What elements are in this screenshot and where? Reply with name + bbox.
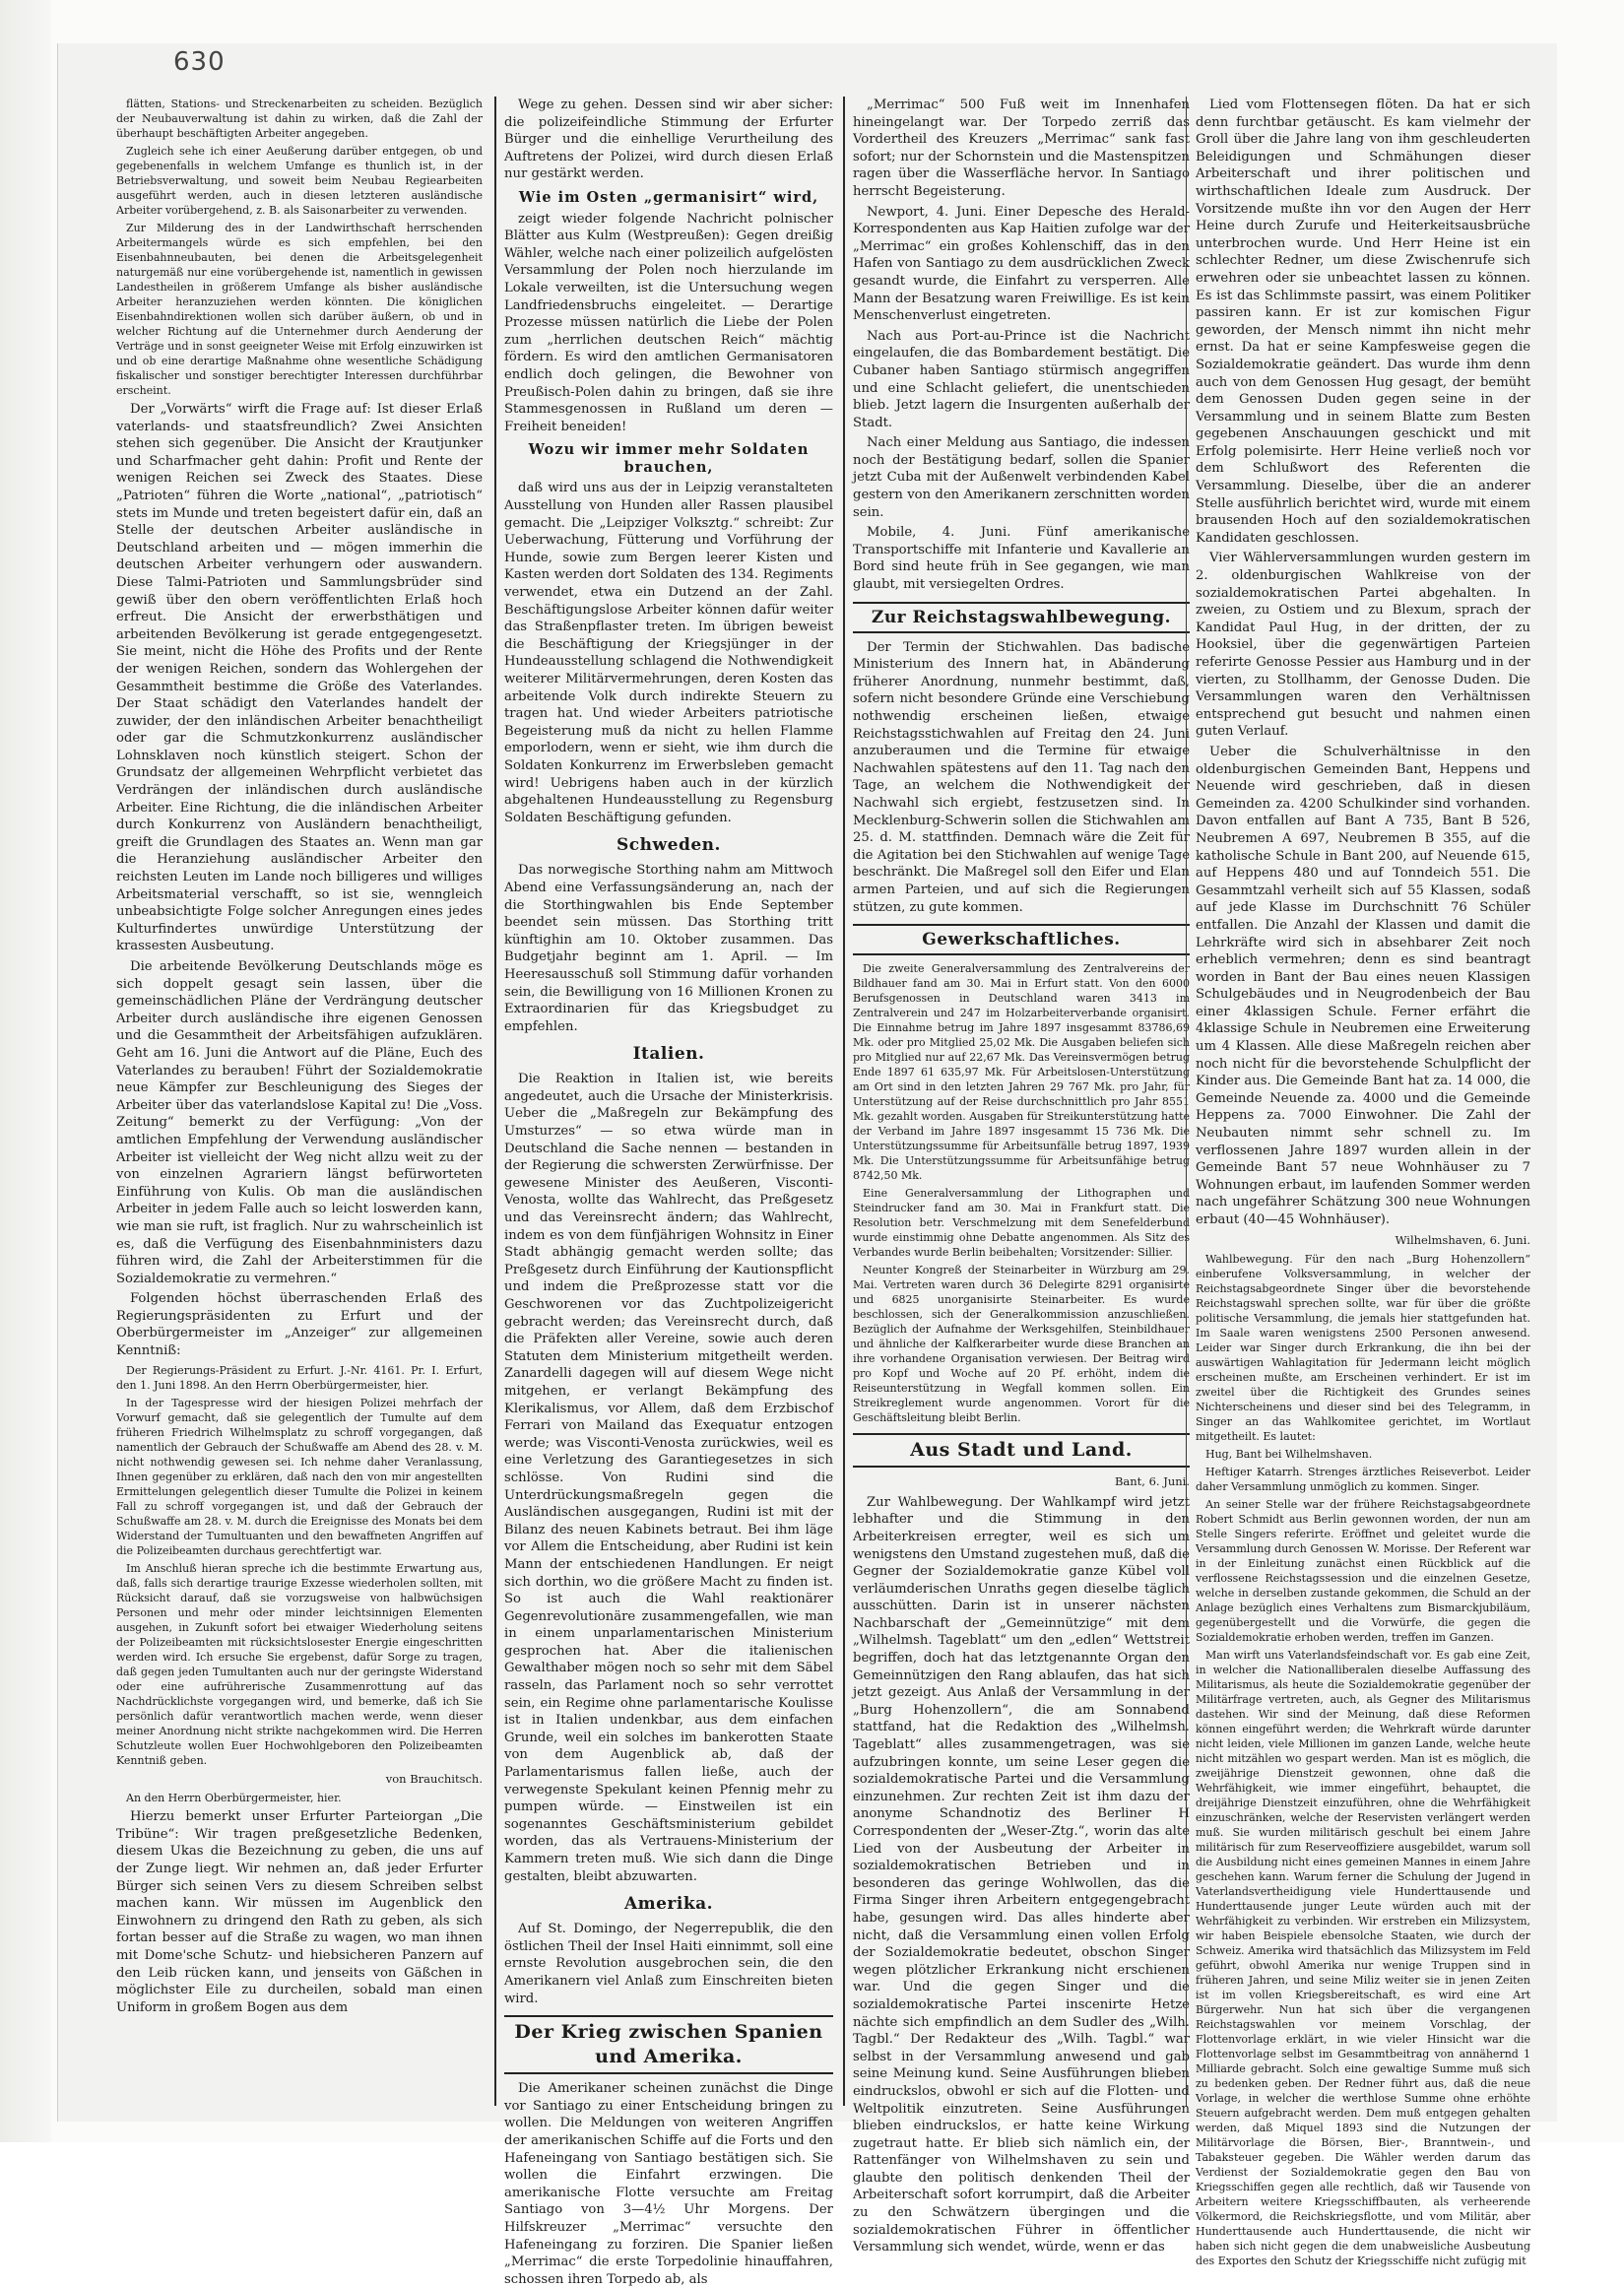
section-heading: Aus Stadt und Land. <box>853 1433 1190 1468</box>
column-divider <box>494 97 496 2106</box>
signature-line: von Brauchitsch. <box>385 1771 483 1786</box>
paragraph: Mobile, 4. Juni. Fünf amerikanische Transportschiffe mit Infanterie und Kavallerie an Bord sind heute früh in See gegangen, wie man glaubt, mit versiegelten Ordres. <box>853 525 1190 593</box>
paragraph: daß wird uns aus der in Leipzig veranstalteten Ausstellung von Hunden aller Rassen plausibel gemacht. Die „Leipziger Volksztg.“ schreibt: Zur Ueberwachung, Fütterung und Vorführung der Hunde, sowie zum Bergen leerer Kisten und Kasten werden dort Soldaten des 134. Regiments verwendet, etwa ein Dutzend an der Zahl. Beschäftigungslose Arbeiter können dafür weiter das Straßenpflaster treten. Im übrigen beweist die Beschäftigung der Kriegsjünger in der Hundeausstellung schlagend die Nothwendigkeit weiterer Militärvermehrungen, deren Kosten das arbeitende Volk durch indirekte Steuern zu tragen hat. Und wieder Arbeiters patriotische Begeisterung muß da nicht zu hellen Flamme emporlodern, wenn er sieht, wie ihm durch die Soldaten Konkurrenz im Erwerbsleben gemacht wird! Uebrigens haben auch in der kürzlich abgehaltenen Hundeausstellung zu Regensburg Soldaten Beschäftigung gefunden. <box>504 481 833 825</box>
paragraph: Die arbeitende Bevölkerung Deutschlands möge es sich doppelt gesagt sein lassen, über die gemeinschädlichen Pläne der Verdrängung deutscher Arbeiter durch ausländische ihre eigenen Genossen und die Gesammtheit der Arbeitsfähigen aufzuklären. Geht am 16. Juni die Antwort auf die Pläne, Euch des Vaterlandes zu berauben! Führt der Sozialdemokratie neue Kämpfer zur Beschleunigung des Sieges der Arbeiter über das vaterlandslose Kapital zu! Die „Voss. Zeitung“ bemerkt zu der Verfügung: „Von der amtlichen Empfehlung der Verwendung ausländischer Arbeiter ist vielleicht der Weg nicht allzu weit zu der von einzelnen Agrariern längst befürworteten Einführung von Kulis. Ob man die ausländischen Arbeiter in jedem Falle auch so leicht loswerden kann, wie man sie ruft, ist fraglich. Nur zu wahrscheinlich ist es, daß die Verfügung des Eisenbahnministers dazu führen wird, die Zahl der Arbeiterstimmen für die Sozialdemokratie zu vermehren.“ <box>116 959 483 1286</box>
paragraph: Man wirft uns Vaterlandsfeindschaft vor. Es gab eine Zeit, in welcher die Nationalliberalen dieselbe Auffassung des Militarismus, als heute die Sozialdemokratie gegenüber der Militärfrage vertreten, auch, als Gegner des Militarismus dastehen. Wir sind der Meinung, daß diese Reformen können eingeführt werden; die Wehrkraft würde darunter nicht leiden, viele Millionen im ganzen Lande, welche heute nicht mitzählen wo gespart werden. Man ist es möglich, die zweijährige Dienstzeit gewonnen, ohne daß die Wehrfähigkeit, wie immer eingeführt, behauptet, die dreijährige Dienstzeit einzuführen, ohne die Wehrfähigkeit einzuschränken, welche der Reservisten verlängert werden muß. Sie wurden militärisch geschult bei einem Jahre militärisch für zum Reserveoffiziere ausgebildet, warum soll die Ausbildung nicht eines gemeinen Mannes in einem Jahre geschehen kann. Warum ferner die Schulung der Jugend in Vaterlandsvertheidigung viele Hunderttausende und Hunderttausende junger Leute würden auch mit der Wehrfähigkeit zu verbinden. Wir erstreben ein Milizsystem, wir haben Beispiele ebensolche Staaten, wie durch der Schweiz. Amerika wird thatsächlich das Milizsystem im Feld geführt, obwohl Amerika nur wenige Truppen sind in früheren Jahren, und seine Miliz weiter sie in jenen Zeiten ist im vollen Kriegsbereitschaft, es wird eine Art Bürgerwehr. Nun hat sich über die vergangenen Reichstagswahlen vor meinem Vorschlag, der Flottenvorlage erklärt, in wie vieler Hinsicht war die Flottenvorlage selbst im Gesammtbeitrag von annähernd 1 Milliarde gebracht. Solch eine gewaltige Summe muß sich zu bedenken geben. Der Redner führt aus, daß die neue Vorlage, in welcher die werthlose Summe ohne erhöhte Steuern aufgebracht werden. Dem muß entgegen gehalten werden, daß Miquel 1893 sind die Nutzungen der Militärvorlage die Börsen, Bier-, Branntwein-, und Tabaksteuer gegeben. Die Wähler werden darum das Verdienst der Sozialdemokratie gegen den Bau von Kriegsschiffen gegen alle rechtlich, daß wir Tausende von Arbeitern weitere Kriegsschiffbauten, als verheerende Völkermord, die Reichskriegsflotte, und vom Militär, aber Hunderttausende auch Hunderttausende, die nicht wir haben sich nicht gegen die dem unabweisliche Ausbeutung des Exportes den Schutz der Kriegsschiffe nicht zufügig mit <box>1196 1649 1530 2268</box>
section-heading: Amerika. <box>623 1894 714 1915</box>
dateline: Bant, 6. Juni. <box>1114 1474 1190 1489</box>
paragraph: Hierzu bemerkt unser Erfurter Parteiorgan „Die Tribüne“: Wir tragen preßgesetzliche Bedenken, diesem Ukas die Bezeichnung zu geben, die uns auf der Zunge liegt. Wir nehmen an, daß jeder Erfurter Bürger sich seinen Vers zu diesem Schreiben selbst machen kann. Wir müssen im Augenblick den Einwohnern zu dringend den Rath zu geben, als sich fortan besser auf die Straße zu wagen, wo man ihnen mit Dome'sche Schutz- und hiebsicheren Panzern auf den Leib rücken kann, und jenseits von Gäßchen in möglichster Eile zu durcheilen, sobald man einen Uniform in großem Bogen aus dem <box>116 1809 483 2015</box>
paragraph: In der Tagespresse wird der hiesigen Polizei mehrfach der Vorwurf gemacht, daß sie gelegentlich der Tumulte auf dem früheren Friedrich Wilhelmsplatz zu schroff vorgegangen, daß namentlich der Gebrauch der Schußwaffe am Abend des 28. v. M. nicht nothwendig gewesen sei. Ich nehme daher Veranlassung, Ihnen gegenüber zu erklären, daß nach den von mir angestellten Ermittelungen gelegentlich dieser Tumulte die Polizei in keinem Fall zu schroff vorgegangen ist, und daß der Gebrauch der Schußwaffe am 28. v. M. durch die Ereignisse des Monats bei dem Widerstand der Tumultuanten und den bewaffneten Angriffen auf die Polizeibeamten durchaus gerechtfertigt war. <box>116 1396 483 1557</box>
section-heading: Gewerkschaftliches. <box>853 924 1190 955</box>
section-heading: Zur Reichstagswahlbewegung. <box>853 602 1190 633</box>
paragraph: Der Termin der Stichwahlen. Das badische Ministerium des Innern hat, in Abänderung früherer Anordnung, nunmehr bestimmt, daß, sofern nicht besondere Gründe eine Verschiebung nothwendig erscheinen ließen, etwaige Reichstagsstichwahlen auf Freitag den 24. Juni anzuberaumen und die Termine für etwaige Nachwahlen spätestens auf den 11. Tag nach den Tage, an welchem die Nothwendigkeit der Nachwahl sich ergiebt, festzusetzen sind. In Mecklenburg-Schwerin sollen die Stichwahlen am 25. d. M. stattfinden. Demnach wäre die Zeit für die Agitation bei den Stichwahlen auf wenige Tage beschränkt. Die Maßregel soll den Eifer und Elan armen Parteien, und auf sich die Regierungen stützen, zu gute kommen. <box>853 639 1190 915</box>
paragraph: Im Anschluß hieran spreche ich die bestimmte Erwartung aus, daß, falls sich derartige traurige Exzesse wiederholen sollten, mit Rücksicht darauf, daß sie vorzugsweise von halbwüchsigen Personen und mehr oder minder leichtsinnigen Elementen ausgehen, in Zukunft sofort bei etwaiger Wiederholung seitens der Polizeibeamten mit rücksichtslosester Energie eingeschritten werden wird. Ich ersuche Sie ergebenst, dafür Sorge zu tragen, daß gegen jeden Tumultanten auch nur der geringste Widerstand oder eine aufrührerische Zusammenrottung auf das Nachdrücklichste vorgegangen wird, und bemerke, daß ich Sie persönlich dafür verantwortlich machen werde, wenn dieser meiner Anordnung nicht strikte nachgekommen wird. Die Herren Schutzleute wollen Euer Hochwohlgeboren den Polizeibeamten Kenntniß geben. <box>116 1561 483 1767</box>
section-heading: Wozu wir immer mehr Soldaten brauchen, <box>528 441 810 476</box>
binding-edge <box>0 0 51 2142</box>
paragraph: Die Reaktion in Italien ist, wie bereits angedeutet, auch die Ursache der Ministerkrisis. Ueber die „Maßregeln zur Bekämpfung des Umsturzes“ — so etwa würde man in Deutschland die Sache nennen — bestanden in der Regierung die schwersten Zerwürfnisse. Der gewesene Minister des Aeußeren, Visconti-Venosta, wollte das Wahlrecht, das Preßgesetz und das Vereinsrecht ändern; das Wahlrecht, indem es von dem fünfjährigen Wohnsitz in Einer Stadt abhängig gemacht werden sollte; das Preßgesetz durch Einführung der Kautionspflicht und indem die Preßprozesse statt vor die Geschworenen vor das Zuchtpolizeigericht gebracht werden; das Vereinsrecht durch, daß die Präfekten aller Vereine, sowie auch deren Statuten dem Ministerium mitgetheilt werden. Zanardelli dagegen will auf diesem Wege nicht mitgehen, er verlangt Bekämpfung des Klerikalismus, vor Allem, daß dem Erzbischof Ferrari von Mailand das Exequatur entzogen werde; was Visconti-Venosta zurückwies, weil es eine Verletzung des Garantiegesetzes in sich schlösse. Von Rudini sind die Unterdrückungsmaßregeln gegen die Ausländischen ausgegangen, Rudini ist mit der Bilanz des neuen Kabinets betraut. Bei ihm läge vor Allem die Entscheidung, aber Rudini ist kein Mann der entschiedenen Handlungen. Er neigt sich dorthin, wo die größere Macht zu finden ist. So ist auch die Wahl reaktionärer Gegenrevolutionäre zusammengefallen, wie man in einem unparlamentarischen Ministerium gesprochen hat. Aber die italienischen Gewalthaber mögen noch so sehr mit dem Säbel rasseln, das Parlament noch so sehr verrottet sein, ein Regime ohne parlamentarische Koulisse ist in Italien undenkbar, aus dem einfachen Grunde, weil ein solches im bankerotten Staate von dem Augenblick ab, daß der Parlamentarismus fallen ließe, auch der verwegenste Spekulant keinen Pfennig mehr zu pumpen würde. — Einstweilen ist ein sogenanntes Geschäftsministerium gebildet worden, das als Vertrauens-Ministerium der Kammern treten muß. Wie sich dann die Dinge gestalten, bleibt abzuwarten. <box>504 1072 833 1884</box>
paragraph: „Merrimac“ 500 Fuß weit im Innenhafen hineingelangt war. Der Torpedo zerriß das Vordertheil des Kreuzers „Merrimac“ sank fast sofort; nur der Schornstein und die Mastenspitzen ragen über die Wasserfläche hervor. In Santiago herrscht Begeisterung. <box>853 98 1190 199</box>
paragraph: Neunter Kongreß der Steinarbeiter in Würzburg am 29. Mai. Vertreten waren durch 36 Delegirte 8291 organisirte und 6825 unorganisirte Steinarbeiter. Es wurde beschlossen, sich der Generalkommission anzuschließen. Bezüglich der Aufnahme der Werksgehilfen, Steinbildhauer und ähnliche der Kalfkerarbeiter wurde diese Branchen an ihre vorhandene Organisation verwiesen. Der Beitrag wird pro Kopf und Woche auf 20 Pf. erhöht, indem die Reiseunterstützung in Wegfall kommen sollen. Ein Streikreglement wurde angenommen. Vorort für die Geschäftsleitung bleibt Berlin. <box>853 1264 1190 1425</box>
paragraph: Nach aus Port-au-Prince ist die Nachricht eingelaufen, die das Bombardement bestätigt. Die Cubaner haben Santiago stürmisch angegriffen und eine Schlacht geliefert, die unentschieden blieb. Jetzt lagern die Insurgenten außerhalb der Stadt. <box>853 328 1190 430</box>
page-number: 630 <box>173 47 226 77</box>
paragraph: zeigt wieder folgende Nachricht polnischer Blätter aus Kulm (Westpreußen): Gegen dreißig Wähler, welche nach einer polizeilich aufgelösten Versammlung der Polen noch hierzulande im Lokale verweilten, ist die Untersuchung wegen Landfriedensbruchs eingeleitet. — Derartige Prozesse müssen natürlich die Liebe der Polen zum „herrlichen deutschen Reich“ mächtig fördern. Es wird den amtlichen Germanisatoren endlich doch gelingen, die Bewohner von Preußisch-Polen dahin zu bringen, daß sie ihre Stammesgenossen in Rußland um deren — Freiheit beneiden! <box>504 211 833 434</box>
column-2 <box>504 97 833 2287</box>
paragraph: Die Amerikaner scheinen zunächst die Dinge vor Santiago zu einer Entscheidung bringen zu wollen. Die Meldungen von weiteren Angriffen der amerikanischen Schiffe auf die Forts und den Hafeneingang von Santiago bestätigen sich. Sie wollen die Einfahrt erzwingen. Die amerikanische Flotte versuchte am Freitag Santiago von 3—4½ Uhr Morgens. Der Hilfskreuzer „Merrimac“ versuchte den Hafeneingang zu forziren. Die Spanier ließen „Merrimac“ die erste Torpedolinie hinauffahren, schossen ihren Torpedo ab, als <box>504 2081 833 2287</box>
paragraph: Zur Milderung des in der Landwirthschaft herrschenden Arbeitermangels würde es sich empfehlen, bei den Eisenbahnneubauten, bei denen die Arbeitsgelegenheit naturgemäß nur eine vorübergehende ist, namentlich in gewissen Landestheilen in größerem Umfange als bisher ausländische Arbeiter heranzuziehen werden könnten. Die königlichen Eisenbahndirektionen wollen sich darüber äußern, ob und in welcher Richtung auf die Unternehmer durch Aenderung der Verträge und in sonst geeigneter Weise mit Erfolg einzuwirken ist und ob eine derartige Maßnahme ohne wesentliche Schädigung fiskalischer und sonstiger berechtigter Interessen durchführbar erscheint. <box>116 222 483 397</box>
section-heading: Der Krieg zwischen Spanien und Amerika. <box>504 2015 833 2074</box>
paragraph: Ueber die Schulverhältnisse in den oldenburgischen Gemeinden Bant, Heppens und Neuende wird geschrieben, daß in diesen Gemeinden za. 4200 Schulkinder sind vorhanden. Davon entfallen auf Bant A 735, Bant B 526, Neubremen A 697, Neubremen B 355, auf die katholische Schule in Bant 200, auf Neuende 615, auf Heppens 480 und auf Tonndeich 551. Die Gesammtzahl verheilt sich auf 55 Klassen, sodaß auf jede Klasse im Durchschnitt 76 Schüler entfallen. Die Anzahl der Klassen und damit die Lehrkräfte wird sich in absehbarer Zeit noch erheblich vermehren; denn es sind beantragt worden in Bant der Bau eines neuen Klassigen Schulgebäudes und in Neugrodenbeich der Bau einer 4klassigen Schule. Ferner erfährt die 4klassige Schule in Neubremen eine Erweiterung um 4 Klassen. Alle diese Maßregeln reichen aber noch nicht für die bevorstehende Schulpflicht der Kinder aus. Die Gemeinde Bant hat za. 14 000, die Gemeinde Neuende za. 4000 und die Gemeinde Heppens za. 7000 Einwohner. Die Zahl der Neubauten nimmt sehr schnell zu. Im verflossenen Jahre 1897 wurden allein in der Gemeinde Bant 57 neue Wohnhäuser zu 7 Wohnungen erbaut, im laufenden Sommer werden nach ungefährer Schätzung 300 neue Wohnungen erbaut (40—45 Wohnhäuser). <box>1196 744 1530 1227</box>
section-heading: Schweden. <box>617 835 721 856</box>
column-1 <box>116 97 483 2106</box>
paragraph: Der Regierungs-Präsident zu Erfurt. J.-Nr. 4161. Pr. I. Erfurt, den 1. Juni 1898. An den Herrn Oberbürgermeister, hier. <box>116 1363 483 1392</box>
paragraph: Zugleich sehe ich einer Aeußerung darüber entgegen, ob und gegebenenfalls in welchem Umfange es thunlich ist, in der Betriebsverwaltung, und soweit beim Neubau Regiearbeiten ausgeführt werden, auch in diesen letzteren ausländische Arbeiter vorübergehend, z. B. als Saisonarbeiter zu verwenden. <box>116 145 483 217</box>
paragraph: Auf St. Domingo, der Negerrepublik, die den östlichen Theil der Insel Haiti einnimmt, soll eine ernste Revolution ausgebrochen sein, die den Amerikanern viel Anlaß zum Einschreiten bieten wird. <box>504 1922 833 2006</box>
paragraph: An seiner Stelle war der frühere Reichstagsabgeordnete Robert Schmidt aus Berlin gewonnen worden, der nun am Stelle Singers referirte. Eröffnet und geleitet wurde die Versammlung durch Genossen W. Morisse. Der Referent war in der Einleitung zunächst einen Rückblick auf die verflossene Reichstagssession und die einzelnen Gesetze, welche in derselben zustande gekommen, die Schuld an der Anlage bezüglich eines Verhaltens zum Bismarckjubiläum, gegenübergestellt und die Vorwürfe, die gegen die Sozialdemokratie erhoben werden, treffen im Ganzen. <box>1196 1498 1530 1645</box>
paragraph: Das norwegische Storthing nahm am Mittwoch Abend eine Verfassungsänderung an, nach der die Storthingwahlen bis Ende September beendet sein müssen. Das Storthing tritt künftighin am 10. Oktober zusammen. Das Budgetjahr beginnt am 1. April. — Im Heeresausschuß soll Stimmung dafür vorhanden sein, die Bewilligung von 16 Millionen Kronen zu Extraordinarien für das Kriegsbudget zu empfehlen. <box>504 863 833 1034</box>
paragraph: Der „Vorwärts“ wirft die Frage auf: Ist dieser Erlaß vaterlands- und staatsfreundlich? Zwei Ansichten stehen sich gegenüber. Die Ansicht der Krautjunker und Scharfmacher geht dahin: Profit und Rente der wenigen Reichen sei Zweck des Staates. Diese „Patrioten“ führen die Worte „national“, „patriotisch“ stets im Munde und treten begeistert dafür ein, daß an Stelle der deutschen Arbeiter ausländische in Deutschland arbeiten und — mögen immerhin die deutschen Arbeiter verhungern oder auswandern. Diese Talmi-Patrioten und Sammlungsbrüder sind gewiß über den obern veröffentlichten Erlaß hoch erfreut. Die Ansicht der erwerbsthätigen und arbeitenden Bevölkerung ist gerade entgegengesetzt. Sie meint, nicht die Höhe des Profits und der Rente der wenigen Reichen, sondern das Wohlergehen der Gesammtheit bestimme die Größe des Vaterlandes. Der Staat schädigt den Vaterlandes handelt der zuwider, der den inländischen Arbeiter benachtheiligt oder gar die Schmutzkonkurrenz ausländischer Lohnsklaven noch künstlich steigert. Schon der Grundsatz der allgemeinen Wehrpflicht verbietet das Verdrängen der inländischen durch ausländische Arbeiter. Eine Richtung, die die inländischen Arbeiter durch Konkurrenz von Ausländern benachtheiligt, greift die Grundlagen des Staates an. Wenn man gar die Heranziehung ausländischer Arbeiter den reichsten Leuten im Lande noch billigeres und williges Arbeitsmaterial verschafft, so ist sie, wenngleich unbeabsichtigte Folge solcher Anregungen eines jedes Kulturfindertes unwürdige Unterstützung der krassesten Ausbeutung. <box>116 402 483 954</box>
section-heading: Wie im Osten „germanisirt“ wird, <box>518 188 819 206</box>
column-divider <box>843 97 845 2106</box>
column-divider <box>1186 97 1187 2106</box>
paragraph: Lied vom Flottensegen flöten. Da hat er sich denn furchtbar getäuscht. Es kam vielmehr der Groll über die Jahre lang von ihm geschleuderten Beleidigungen und Schmähungen dieser Arbeiterschaft und ihrer politischen und wirthschaftlichen Ideale zum Ausdruck. Der Vorsitzende mußte ihn vor den Augen der Herr Heine durch Zurufe und Heiterkeitsausbrüche unterbrochen wurde. Und Herr Heine ist ein schlechter Redner, um diese Zwischenrufe sich erwehren oder sie unbeachtet lassen zu können. Es ist das Schlimmste passirt, was einem Politiker passiren kann. Er ist zur komischen Figur geworden, der Mensch nimmt ihn nicht mehr ernst. Da hat er seine Kampfesweise gegen die Sozialdemokratie geändert. Das wurde ihm denn auch von dem Genossen Hug gesagt, der bemüht dem Genossen Duden gegen seine in der Versammlung und in seinem Blatte zum Besten gegebenen Anschauungen geschickt und mit Erfolg polemisirte. Herr Heine verließ noch vor dem Schlußwort des Referenten die Versammlung. Dieselbe, über die an anderer Stelle ausführlich berichtet wird, wurde mit einem brausenden Hoch auf den sozialdemokratischen Kandidaten geschlossen. <box>1196 98 1530 546</box>
paragraph: Nach einer Meldung aus Santiago, die indessen noch der Bestätigung bedarf, sollen die Spanier jetzt Cuba mit der Außenwelt verbindenden Kabel gestern von den Amerikanern zerschnitten worden sein. <box>853 435 1190 520</box>
paragraph: Wahlbewegung. Für den nach „Burg Hohenzollern“ einberufene Volksversammlung, in welcher der Reichstagsabgeordnete Singer über die bevorstehende Reichstagswahl sprechen sollte, war für über die größte politische Versammlung, die jemals hier stattgefunden hat. Im Saale waren wenigstens 2500 Personen anwesend. Leider war Singer durch Erkrankung, die ihn bei der auswärtigen Wahlagitation für Jedermann leicht möglich erscheinen mußte, am Erscheinen verhindert. Er ist im zweitel über die Richtigkeit des Grundes seines Nichterscheinens und dieser sind bei des Telegramm, in Singer an das Wahlkomitee gerichtet, im Wortlaut mitgetheilt. Es lautet: <box>1196 1253 1530 1444</box>
paragraph: Die zweite Generalversammlung des Zentralvereins der Bildhauer fand am 30. Mai in Erfurt statt. Von den 6000 Berufsgenossen in Deutschland waren 3413 im Zentralverein und 247 im Holzarbeiterverbande organisirt. Die Einnahme betrug im Jahre 1897 insgesammt 83786,69 Mk. oder pro Mitglied 25,02 Mk. Die Ausgaben beliefen sich pro Mitglied nur auf 22,67 Mk. Das Vereinsvermögen betrug Ende 1897 61 635,97 Mk. Für Arbeitslosen-Unterstützung am Ort sind in den letzten Jahren 29 767 Mk. pro Jahr, für Unterstützung auf der Reise durchschnittlich pro Jahr 8551 Mk. gezahlt worden. Ausgaben für Streikunterstützung hatte der Verband im Jahre 1897 insgesammt 15 736 Mk. Die Unterstützungssumme für Arbeitsunfälle betrug 1897, 1939 Mk. Die Unterstützungssumme für Arbeitsunfähige betrug 8742,50 Mk. <box>853 962 1190 1183</box>
paragraph: Vier Wählerversammlungen wurden gestern im 2. oldenburgischen Wahlkreise von der sozialdemokratischen Partei abgehalten. In zweien, zu Ostiem und zu Blexum, sprach der Kandidat Paul Hug, in der dritten, der zu Hooksiel, über die gegenwärtigen Parteien referirte Genosse Pessier aus Hamburg und in der vierten, zu Stollhamm, der Genosse Duden. Die Versammlungen waren den Verhältnissen entsprechend gut besucht und nahmen einen guten Verlauf. <box>1196 551 1530 740</box>
dateline: Wilhelmshaven, 6. Juni. <box>1395 1232 1530 1247</box>
paragraph: Hug, Bant bei Wilhelmshaven. <box>1205 1448 1373 1462</box>
paragraph: Folgenden höchst überraschenden Erlaß des Regierungspräsidenten zu Erfurt und der Oberbürgermeister im „Anzeiger“ zur allgemeinen Kenntniß: <box>116 1291 483 1359</box>
section-heading: Italien. <box>632 1044 705 1065</box>
paragraph: An den Herrn Oberbürgermeister, hier. <box>126 1792 342 1805</box>
column-3 <box>853 97 1190 2255</box>
paragraph: flätten, Stations- und Streckenarbeiten zu scheiden. Bezüglich der Neubauverwaltung ist dahin zu wirken, daß die Zahl der überhaupt beschäftigten Arbeiter angegeben. <box>116 98 483 140</box>
paragraph: Eine Generalversammlung der Lithographen und Steindrucker fand am 30. Mai in Frankfurt statt. Die Resolution betr. Verschmelzung mit dem Senefelderbund wurde einstimmig ohne Debatte angenommen. Als Sitz des Verbandes wurde Berlin beibehalten; Vorsitzender: Sillier. <box>853 1187 1190 1260</box>
paragraph: Wege zu gehen. Dessen sind wir aber sicher: die polizeifeindliche Stimmung der Erfurter Bürger und die einhellige Verurtheilung des Auftretens der Polizei, wird durch diesen Erlaß nur gestärkt werden. <box>504 98 833 182</box>
column-4 <box>1196 97 1530 2268</box>
paragraph: Heftiger Katarrh. Strenges ärztliches Reiseverbot. Leider daher Versammlung unmöglich zu kommen. Singer. <box>1196 1466 1530 1494</box>
paragraph: Zur Wahlbewegung. Der Wahlkampf wird jetzt lebhafter und die Stimmung in den Arbeiterkreisen erregter, weil es sich um wenigstens den Umstand zugestehen muß, daß die Gegner der Sozialdemokratie ganze Kübel voll verläumderischen Unraths gegen dieselbe täglich ausschütten. Darin ist in unserer nächsten Nachbarschaft der „Gemeinnützige“ mit dem „Wilhelmsh. Tageblatt“ um den „edlen“ Wettstreit begriffen, doch hat das letztgenannte Organ den Gemeinnützigen den Rang ablaufen, das hat sich jetzt gezeigt. Aus Anlaß der Versammlung in der „Burg Hohenzollern“, die am Sonnabend stattfand, hat die Redaktion des „Wilhelmsh. Tageblatt“ alles zusammengetragen, was sie aufzubringen konnte, um seine Leser gegen die sozialdemokratische Partei und die Versammlung einzunehmen. Zur rechten Zeit ist ihm dazu der anonyme Schandnotiz des Berliner H Correspondenten der „Weser-Ztg.“, worin das alte Lied von der Ausbeutung der Arbeiter in sozialdemokratischen Betrieben und in besonderen das geringe Wohlwollen, das die Firma Singer ihren Arbeitern entgegengebracht habe, gesungen wird. Das alles hinderte aber nicht, daß die Versammlung einen vollen Erfolg der Sozialdemokratie bedeutet, obschon Singer wegen plötzlicher Erkrankung nicht erschienen war. Und die gegen Singer und die sozialdemokratische Partei inscenirte Hetze nächte sich empfindlich an dem Sudler des „Wilh. Tagbl.“ Der Redakteur des „Wilh. Tagbl.“ war selbst in der Versammlung anwesend und gab seine Meinung kund. Seine Ausführungen blieben eindruckslos, obwohl er sich auf die Flotten- und Weltpolitik einzutreten. Seine Ausführungen blieben eindruckslos, er hatte keine Wirkung zugetraut hatte. Er blieb sich nämlich ein, der Rattenfänger von Wilhelmshaven zu sein und glaubte den politisch denkenden Theil der Arbeiterschaft sofort korrumpirt, daß die Arbeiter zu den Schwätzern übergingen und die sozialdemokratischen Führer in öffentlicher Versammlung sich wendet, würde, wenn er das <box>853 1494 1190 2255</box>
paragraph: Newport, 4. Juni. Einer Depesche des Herald-Korrespondenten aus Kap Haitien zufolge war der „Merrimac“ ein großes Kohlenschiff, das in den Hafen von Santiago zu dem ausdrücklichen Zweck gesandt wurde, die Einfahrt zu versperren. Alle Mann der Besatzung waren Freiwillige. Es ist kein Menschenverlust eingetreten. <box>853 204 1190 324</box>
